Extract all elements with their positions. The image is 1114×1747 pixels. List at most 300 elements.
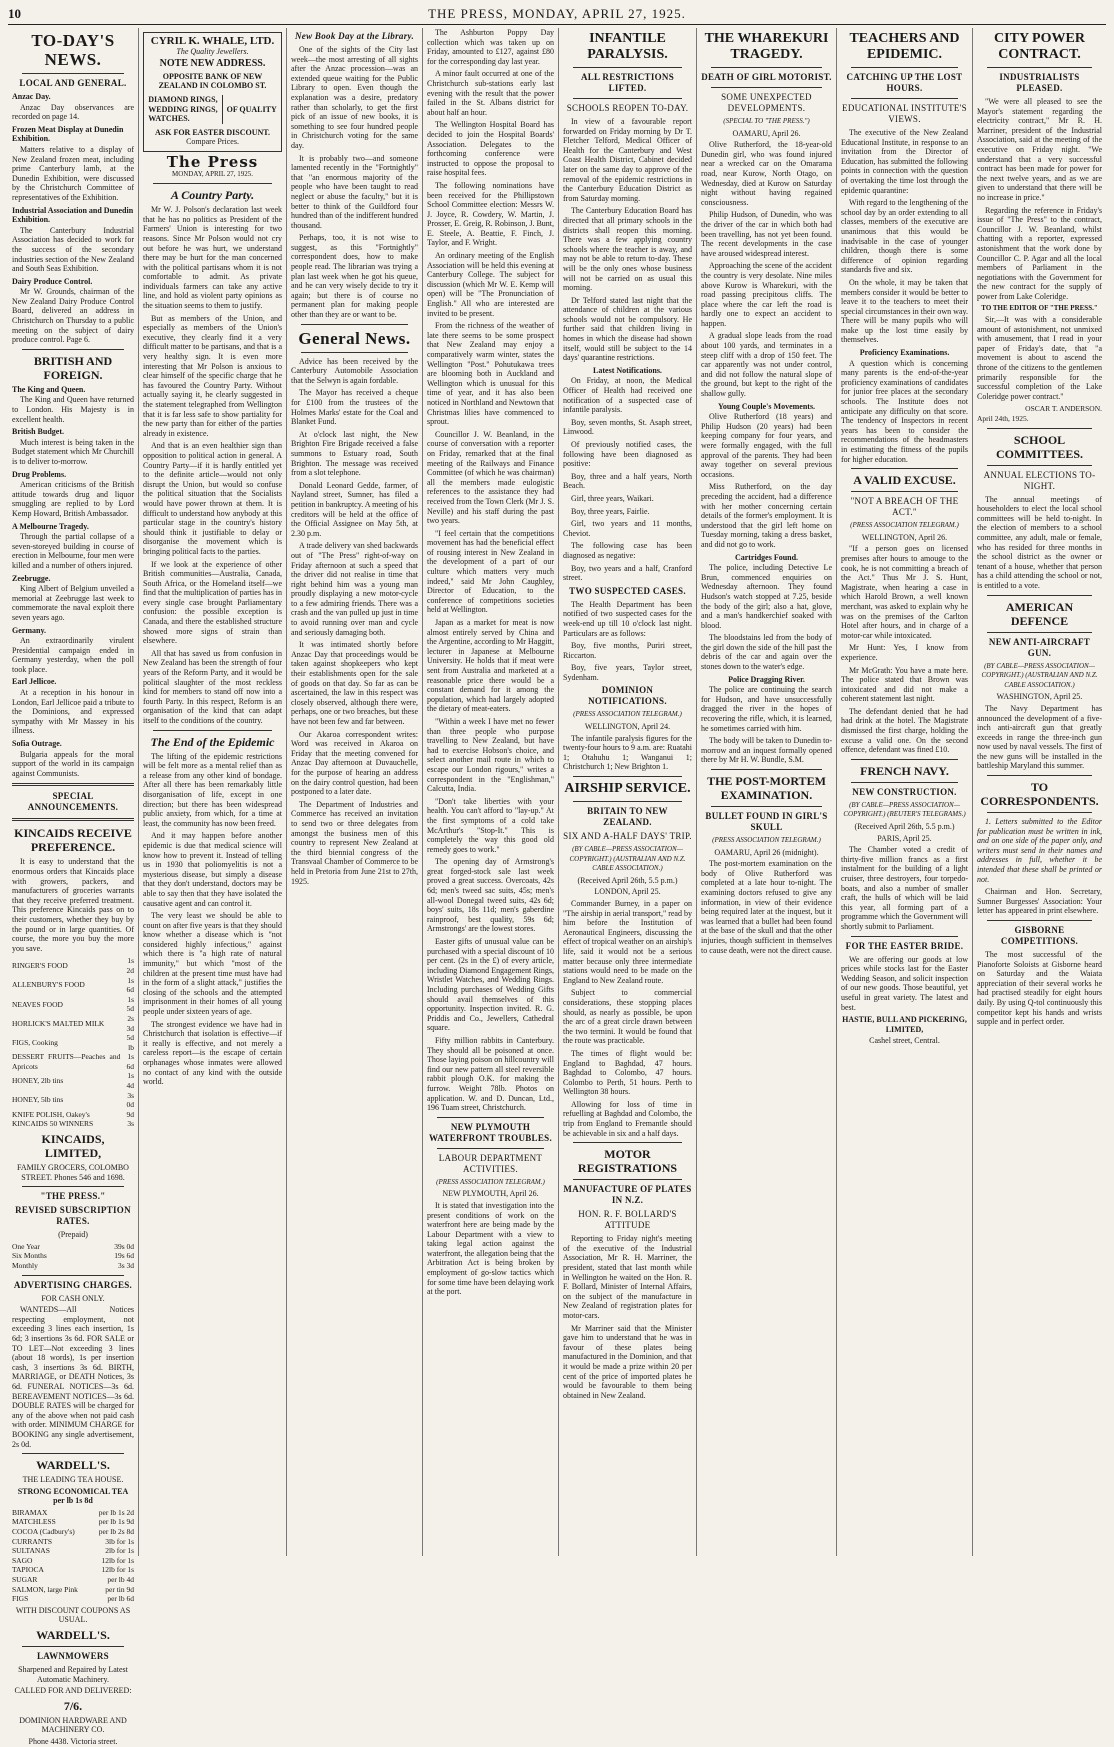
- airship-received: (Received April 26th, 5.5 p.m.): [577, 875, 678, 885]
- letter-heading: TO THE EDITOR OF "THE PRESS.": [981, 304, 1098, 313]
- divider: [22, 73, 124, 74]
- kincaids-address: FAMILY GROCERS, COLOMBO STREET. Phones 546 and 1698.: [17, 1163, 129, 1182]
- news-paragraph: The opening day of Armstrong's great forged-stock sale last week proved a great success. Overcoats, 42s 6d; men's tweed sac suits, 45s; men's all-wool Donegal tweed suits, 42s 6d; boys' suits, 18s 11d; men's gaberdine rainproof, best quality, 59s 6d; Armstrongs' are the lowest stores.: [427, 857, 554, 934]
- row-value: 39s 0d: [114, 1241, 134, 1251]
- row-value: 12lb for 1s: [101, 1555, 134, 1565]
- airship-heading: AIRSHIP SERVICE.: [564, 781, 691, 797]
- whale-advertisement: [143, 32, 282, 152]
- news-item-title: Frozen Meat Display at Dunedin Exhibition.: [12, 124, 124, 144]
- paragraph: Mr W. J. Polson's declaration last week that he has no politics as President of the Farmers' Union is interesting for two reasons. Since Mr Polson would not cry out before he was hurt, we understand there may be hurt for the man concerned with the political partisans whom it is not comfortable to admit. As private individuals farmers can take any active line, and hold as violent party opinions as the situation seems to them to justify.: [143, 205, 282, 311]
- paragraph: Mr McGrath: You have a mate here. The police stated that Brown was intoxicated and did not make a coherent statement last night.: [841, 665, 968, 704]
- navy-byline: (BY CABLE—PRESS ASSOCIATION—COPYRIGHT.) (REUTER'S TELEGRAMS.): [843, 800, 966, 819]
- row-value: 1s 5d: [126, 994, 134, 1014]
- whale-address-1: OPPOSITE BANK OF NEW: [162, 71, 263, 81]
- news-item-title: Drug Problems.: [12, 469, 67, 479]
- whale-discount: ASK FOR EASTER DISCOUNT.: [155, 127, 270, 137]
- navy-heading: FRENCH NAVY.: [860, 763, 949, 778]
- cartridges-article: [701, 563, 832, 672]
- divider: [573, 776, 682, 777]
- row-label: MATCHLESS: [12, 1517, 56, 1527]
- news-item-title: Dairy Produce Control.: [12, 276, 93, 286]
- dragging-article: [701, 685, 832, 765]
- news-paragraph: Easter gifts of unusual value can be purchased with a special discount of 10 per cent. (2s in the £) of every article, including Diamond Engagement Rings, Wristlet Watches, and Wedding Rings. Including purchases of Wedding Gifts should avail themselves of this opportunity. Inspection invited. R. G. Priddis and Co., Jewellers, Cathedral square.: [427, 937, 554, 1033]
- wardells-footer: WITH DISCOUNT COUPONS AS USUAL.: [15, 1605, 131, 1625]
- news-paragraph: "Within a week I have met no fewer than three people who purpose travelling to New Zealand, but have had to exercise Hobson's choice, and select another mail route in which to escape our London rigours," writes a correspondent in the "Englishman," Calcutta, India.: [427, 716, 554, 794]
- page-number: 10: [8, 6, 21, 21]
- defence-sub: NEW ANTI-AIRCRAFT GUN.: [988, 636, 1091, 658]
- news-item-title: British Budget.: [12, 427, 65, 437]
- bride-address: Cashel street, Central.: [869, 1036, 940, 1046]
- lawnmowers-heading: LAWNMOWERS: [36, 1651, 109, 1661]
- row-label: BIRAMAX: [12, 1507, 48, 1517]
- country-party-article: [143, 205, 282, 725]
- divider: [987, 775, 1092, 776]
- wharekuri-heading: THE WHAREKURI TRAGEDY.: [704, 31, 829, 62]
- bride-text: We are offering our goods at low prices while stocks last for the Easter Wedding Season, and solicit inspection of our new goods. Those beautiful, yet useful in great variety. The latest and best.: [841, 954, 968, 1012]
- wardells-price-list: [12, 1508, 134, 1604]
- row-label: RINGER'S FOOD: [12, 961, 68, 971]
- notification-line: Boy, three years, Fairlie.: [571, 506, 650, 516]
- news-paragraph: At o'clock last night, the New Brighton Fire Brigade received a false summons to Estuary road, South Brighton. The message was received from a slot telephone.: [291, 429, 418, 478]
- airship-sub: BRITAIN TO NEW ZEALAND.: [587, 806, 668, 828]
- row-value: 3s: [127, 1119, 134, 1129]
- notification-line: Girl, three years, Waikari.: [571, 493, 654, 503]
- whale-tagline: The Quality Jewellers.: [176, 46, 249, 56]
- motor-article: [563, 1234, 692, 1400]
- price-row: [12, 1110, 134, 1120]
- subscription-heading: REVISED SUBSCRIPTION RATES.: [15, 1205, 131, 1227]
- price-row: [12, 1527, 134, 1537]
- notification-line: Boy, two years and a half, Cranford street.: [563, 563, 692, 583]
- dominion-text: The infantile paralysis figures for the twenty-four hours to 9 a.m. are: Ruatahi 1; Otahuhu 1; Wanganui 1; Christchurch 1; New Brighton 1.: [563, 733, 692, 772]
- news-paragraph: Advice has been received by the Canterbury Automobile Association that the Selwyn is again fordable.: [291, 356, 418, 385]
- price-row: [12, 1071, 134, 1090]
- plymouth-dateline: NEW PLYMOUTH, April 26.: [442, 1189, 539, 1199]
- excuse-byline: (PRESS ASSOCIATION TELEGRAM.): [850, 521, 959, 530]
- local-news-list: [12, 92, 134, 345]
- excuse-article: [841, 544, 968, 754]
- price-row: [12, 1537, 134, 1547]
- divider: [711, 67, 822, 68]
- news-paragraph: An ordinary meeting of the English Association will be held this evening at Canterbury College. The subject for discussion (which Mr W. E. Kemp will open) will be "The Pronunciation of English." All who are interested are invited to be present.: [427, 251, 554, 318]
- postmortem-byline: (PRESS ASSOCIATION TELEGRAM.): [712, 836, 821, 844]
- news-paragraph: A trade delivery van shed backwards out of "The Press" right-of-way on Friday afternoon at such a speed that the driver did not realise in time that right behind him was a young man proudly displaying a new motor-cycle to a few admiring friends. There was a crash and the van pulled up just in time to avoid running over man and cycle and seriously damaging both.: [291, 541, 418, 637]
- paragraph: The bloodstains led from the body of the girl down the side of the hill past the debris of the car and again over the stones down to the water's edge.: [701, 633, 832, 672]
- school-heading: SCHOOL COMMITTEES.: [995, 432, 1083, 461]
- press-logo-date: MONDAY, APRIL 27, 1925.: [171, 169, 254, 178]
- navy-sub: NEW CONSTRUCTION.: [852, 786, 957, 797]
- paragraph: All that has saved us from confusion in New Zealand has been the strength of four years of the Reform Party, and it would be political slaughter of the most reckless kind for members to stand off now into a fourth Party. In this respect, Reform is an organisation of the kind that can adapt itself to the conditions of the country.: [143, 648, 282, 725]
- news-paragraph: Our Akaroa correspondent writes: Word was received in Akaroa on Friday that the meeting convened for Anzac Day afternoon at Duvauchelle, for the purpose of hearing an address on the dairy control question, had been postponed to a later date.: [291, 729, 418, 797]
- kincaids-heading: KINCAIDS RECEIVE PREFERENCE.: [14, 826, 132, 855]
- cartridges-heading: Cartridges Found.: [734, 552, 799, 562]
- divider: [22, 1646, 124, 1647]
- paralysis-sub2: SCHOOLS REOPEN TO-DAY.: [566, 103, 689, 113]
- teachers-sub2: EDUCATIONAL INSTITUTE'S VIEWS.: [842, 103, 967, 124]
- divider: [711, 806, 822, 807]
- correspondents-text: 1. Letters submitted to the Editor for publication must be written in ink, and on one side of the paper only, and writers must send in their names and addresses in full, whether it be intended that these shall be printed or not.: [977, 817, 1102, 884]
- wardells-heading: WARDELL'S.: [36, 1458, 110, 1473]
- row-label: HONEY, 2lb tins: [12, 1076, 64, 1086]
- paragraph: Olive Rutherford (18 years) and Philip Hudson (20 years) had been keeping company for four years, and were formally engaged, with the full approval of the parents. They had been away together on several previous occasions.: [701, 412, 832, 479]
- row-value: 2s 3d: [126, 1013, 134, 1033]
- divider: [22, 1453, 124, 1454]
- epidemic-end-heading: The End of the Epidemic: [150, 734, 275, 749]
- postmortem-heading: THE POST-MORTEM EXAMINATION.: [707, 774, 826, 802]
- divider: [22, 1275, 124, 1276]
- paragraph: The very least we should be able to count on after five years is that they should know whether a disease which is "not considered highly infectious," against which there is "a high rate of natural immunity," but which "most of the children at the present time must have had in the form of a slight attack," justifies the closing of the schools and the attempted imprisonment in their homes of all young people under sixteen years of age.: [143, 911, 282, 1017]
- paragraph: Commander Burney, in a paper on "The airship in aerial transport," read by him before the Institution of Aeronautical Engineers, discussing the effect of tropical weather on an airship's life, said it would not be a serious matter because only three intermediate stations would need to be made on the England to New Zealand route.: [563, 899, 692, 985]
- news-paragraph: It was intimated shortly before Anzac Day that proceedings would be taken against shopkeepers who kept their establishments open for the sale of goods on that day. So far as can be ascertained, the law in this respect was closely observed, although there were, perhaps, one or two breaches, but these have not been few and far between.: [291, 640, 418, 726]
- row-value: 1s 6d: [126, 975, 134, 995]
- motor-sub2: HON. R. F. BOLLARD'S ATTITUDE: [578, 1209, 677, 1231]
- whale-quality: OF QUALITY: [226, 104, 277, 114]
- suspected-heading: TWO SUSPECTED CASES.: [569, 585, 686, 596]
- postmortem-sub: BULLET FOUND IN GIRL'S SKULL: [705, 811, 828, 832]
- motor-sub: MANUFACTURE OF PLATES IN N.Z.: [563, 1184, 692, 1206]
- divider: [851, 67, 958, 68]
- advertising-sub: FOR CASH ONLY.: [41, 1293, 105, 1303]
- news-item-text: Matters relative to a display of New Zealand frozen meat, including prime Canterbury lamb, at the Dunedin Exhibition, were discussed by the Christchurch Committee of representatives of the Exhibition.: [12, 144, 134, 202]
- notification-line: Girl, two years and 11 months, Cheviot.: [563, 519, 692, 538]
- airship-byline: (BY CABLE—PRESS ASSOCIATION—COPYRIGHT.) (AUSTRALIAN AND N.Z. CABLE ASSOCIATION.): [569, 845, 686, 873]
- news-item-text: Mr W. Grounds, chairman of the New Zealand Dairy Produce Control Board, delivered an address in Christchurch on Thursday to a public meeting on the subject of dairy produce control. Page 6.: [12, 287, 134, 345]
- excuse-heading: A VALID EXCUSE.: [853, 473, 956, 488]
- price-row: [12, 976, 134, 995]
- postmortem-text: The post-mortem examination on the body of Olive Rutherford was completed at a late hour to-night. The examining doctors refused to give any information, in view of their evidence being required later at the inquest, but it was learned that a bullet had been found at the base of the skull and that the other injuries, though sufficient in themselves to cause death, were not the direct cause.: [701, 859, 832, 955]
- gisborne-text: The most successful of the Pianoforte Soloists at Gisborne heard on Saturday and the Waiata appreciation of their several works he had practised steadily for eight hours daily. By using Q-tol continuously this competitor kept his hands and wrists supple and in perfect order.: [977, 950, 1102, 1027]
- airship-dateline: LONDON, April 25.: [594, 887, 661, 897]
- notification-line: Of previously notified cases, the following have been diagnosed as positive:: [563, 440, 692, 469]
- paragraph: If we look at the experience of other British communities—Australia, Canada, South Africa, or the Homeland itself—we find that the multiplication of parties has in every single case brought Parliamentary confusion: the possible exception is Canada, and there the established structure showed more signs of strain than elsewhere.: [143, 559, 282, 646]
- paragraph: Mr Marriner said that the Minister gave him to understand that he was in favour of these plates being manufactured in the Dominion, and that it would be made a prize within 20 per cent of the price of imported plates he would be favourable to them being obtained in New Zealand.: [563, 1323, 692, 1400]
- divider: [12, 783, 134, 786]
- row-value: 5d lb: [126, 1033, 134, 1052]
- row-value: 1s 6d: [126, 1052, 134, 1071]
- paragraph: The body will be taken to Dunedin to-morrow and an inquest formally opened there by Mr H. W. Bundle, S.M.: [701, 736, 832, 765]
- news-items-list: [427, 28, 554, 1113]
- divider: [437, 1148, 544, 1149]
- price-row: [12, 1594, 134, 1604]
- subscription-row: [12, 1261, 134, 1271]
- news-paragraph: Councillor J. W. Beanland, in the course of conversation with a reporter on Friday, remarked that at the final meeting of the Railways and Finance Committee (of which he was chairman) all the members made eulogistic references to the assistance they had received from the Town Clerk (Mr J. S. Neville) and his staff during the past two years.: [427, 429, 554, 526]
- price-row: [12, 995, 134, 1014]
- news-paragraph: Japan as a market for meat is now almost entirely served by China and the Argentine, according to Mr Haggitt, lecturer in Japanese at Melbourne University. He holds that if meat were sent from Australia and marketed at a reasonable price there would be a constant demand for it among the population, which had largely adopted the dietary of meat-eaters.: [427, 618, 554, 714]
- paragraph: It is probably two—and someone lamented recently in the "Fortnightly" that "an enormous majority of the people who have been taught to read neglect or abuse the faculty," but it is better to think of the Guildford four hundred than of the indifferent hundred thousand.: [291, 153, 418, 230]
- row-label: DESSERT FRUITS—Peaches and Apricots: [12, 1052, 121, 1071]
- gisborne-heading: GISBORNE COMPETITIONS.: [1000, 925, 1079, 946]
- epidemic-end-article: [143, 752, 282, 1087]
- motor-heading: MOTOR REGISTRATIONS: [577, 1147, 678, 1176]
- divider: [987, 632, 1092, 633]
- general-news-list: [291, 357, 418, 886]
- paralysis-sub: ALL RESTRICTIONS LIFTED.: [580, 72, 675, 93]
- wharekuri-sub: DEATH OF GIRL MOTORIST.: [701, 72, 832, 82]
- row-label: Monthly: [12, 1261, 38, 1270]
- wharekuri-byline: (SPECIAL TO "THE PRESS."): [723, 117, 810, 125]
- plymouth-sub: LABOUR DEPARTMENT ACTIVITIES.: [438, 1152, 543, 1174]
- paragraph: One of the sights of the City last week—the most arresting of all sights after the Anzac procession—was an extended queue waiting for the Public Library to open. Even though the explanation was a desire, predatory rather than scholarly, to get the first pick of an issue of new books, it is something to see four hundred people in Christchurch voting for the same day.: [291, 45, 418, 150]
- row-value: 9d: [126, 1109, 134, 1119]
- advertising-text: WANTEDS—All Notices respecting employment, not exceeding 3 lines each insertion, 1s 6d; 3 insertions 3s 6d. FOR SALE or TO LET—Not exceeding 3 lines (about 18 words), 1s per insertion cash, 3 insertions 3s 6d. BIRTH, MARRIAGE, or DEATH Notices, 3s 6d. FUNERAL NOTICES—3s 6d. BEREAVEMENT NOTICES—3s 6d. DOUBLE RATES will be charged for any of the above when not paid cash with order. MINIMUM CHARGE for BOOKING any single advertisement, 2s 0d.: [12, 1305, 134, 1449]
- price-row: [12, 1556, 134, 1566]
- couple-heading: Young Couple's Movements.: [717, 401, 816, 411]
- airship-article: [563, 899, 692, 1138]
- price-row: [12, 1091, 134, 1110]
- lawnmowers-text: Sharpened and Repaired by Latest Automatic Machinery.: [18, 1665, 128, 1684]
- row-value: 2lb for 1s: [105, 1546, 134, 1556]
- navy-dateline: PARIS, April 25.: [877, 833, 932, 843]
- news-paragraph: The Department of Industries and Commerce has received an invitation to send two or three delegates from amongst the business men of this country to represent New Zealand at the third biennial congress of the Transvaal Chamber of Commerce to be held in Pretoria from June 21st to 27th, 1925.: [291, 799, 418, 886]
- notifications-heading: Latest Notifications.: [593, 365, 662, 375]
- news-paragraph: The Wellington Hospital Board has decided to join the Hospital Boards' Association. Delegates to the forthcoming conference were instructed to oppose the proposal to raise hospital fees.: [427, 120, 554, 178]
- bride-footer: HASTIE, BULL AND PICKERING, LIMITED,: [842, 1015, 967, 1034]
- price-row: [12, 1508, 134, 1518]
- school-sub: ANNUAL ELECTIONS TO-NIGHT.: [983, 469, 1096, 491]
- advertising-heading: ADVERTISING CHARGES.: [13, 1279, 133, 1290]
- couple-article: [701, 412, 832, 549]
- row-value: per lb 2s 8d: [98, 1527, 134, 1537]
- subscription-row: [12, 1251, 134, 1261]
- column-library-general: [286, 28, 422, 1556]
- divider: [301, 352, 408, 353]
- letter-date: April 24th, 1925.: [977, 414, 1029, 423]
- divider: [851, 936, 958, 937]
- subscription-sub: (Prepaid): [58, 1230, 88, 1240]
- row-value: 12lb for 1s: [101, 1565, 134, 1575]
- row-label: HORLICK'S MALTED MILK: [12, 1018, 105, 1028]
- price-row: [12, 1575, 134, 1585]
- lawnmowers-price: 7/6.: [63, 1698, 83, 1713]
- dragging-heading: Police Dragging River.: [728, 674, 805, 684]
- row-label: FIGS: [12, 1594, 29, 1604]
- news-item-text: American criticisms of the British attitude towards drug and liquor smuggling are replied to by Lord Kemp Howard, British Ambassador.: [12, 480, 134, 518]
- paragraph: Allowing for loss of time in refuelling at Baghdad and Colombo, the trip from England to Fremantle should be achievable in six and a half days.: [563, 1099, 692, 1138]
- divider: [573, 1142, 682, 1143]
- news-paragraph: Fifty million rabbits in Canterbury. They should all be poisoned at once. Those laying poison on hillcountry will find our new pattern all steel reversible rabbit plough O.K. for making the furrow. Weight 78lb. Photos on application. W. and D. Duncan, Ltd., 196 Tuam street, Christchurch.: [427, 1035, 554, 1113]
- todays-news-heading: TO-DAY'S NEWS.: [31, 31, 115, 69]
- country-party-heading: A Country Party.: [170, 188, 255, 203]
- divider: [711, 769, 822, 770]
- paragraph: Reporting to Friday night's meeting of the executive of the Industrial Association, Mr R. H. Marriner, the president, stated that last month while in Wellington he waited on the Hon. R. F. Bollard, Minister of Internal Affairs, on the subject of the manufacture in New Zealand of registration plates for motor-cars.: [563, 1234, 692, 1320]
- lawnmowers-company: DOMINION HARDWARE AND MACHINERY CO.: [19, 1715, 127, 1735]
- news-item-title: Industrial Association and Dunedin Exhibition.: [12, 205, 134, 225]
- paragraph: Perhaps, too, it is not wise to suggest, as this "Fortnightly" correspondent does, how to make people read. The librarian was trying a plan last week when he got his queue, and he can very wisely decide to try it again; but there is of course no permanent plan for making people other than they are or want to be.: [291, 233, 418, 320]
- divider: [711, 87, 822, 88]
- notification-line: Boy, three and a half years, North Beach.: [563, 471, 692, 491]
- power-heading: CITY POWER CONTRACT.: [994, 31, 1085, 62]
- divider: [437, 1117, 544, 1118]
- plymouth-heading: NEW PLYMOUTH WATERFRONT TROUBLES.: [428, 1121, 553, 1143]
- news-item-text: Anzac Day observances are recorded on page 14.: [12, 102, 134, 122]
- teachers-article: [841, 128, 968, 345]
- paragraph: Olive Rutherford, the 18-year-old Dunedin girl, who was found injured near a wrecked car on the Omarama road, near Kurow, North Otago, on Wednesday, died at Kurow on Saturday night without having regained consciousness.: [701, 140, 832, 207]
- column-teachers: [836, 28, 972, 1556]
- divider: [22, 1186, 124, 1187]
- general-news-heading: General News.: [298, 328, 411, 348]
- column-editorial: [138, 28, 286, 1556]
- defence-dateline: WASHINGTON, April 25.: [996, 692, 1083, 702]
- row-label: FIGS, Cooking: [12, 1037, 58, 1047]
- defence-byline: (BY CABLE—PRESS ASSOCIATION—COPYRIGHT.) (AUSTRALIAN AND N.Z. CABLE ASSOCIATION.): [981, 661, 1098, 689]
- whale-rings-1: DIAMOND RINGS,: [148, 94, 218, 104]
- divider: [987, 812, 1092, 813]
- row-label: KINCAIDS 50 WINNERS: [12, 1119, 94, 1129]
- airship-sub2: SIX AND A-HALF DAYS' TRIP.: [563, 831, 692, 842]
- local-general-heading: LOCAL AND GENERAL.: [19, 78, 127, 88]
- power-sub: INDUSTRIALISTS PLEASED.: [999, 72, 1080, 93]
- column-infantile-paralysis: [558, 28, 696, 1556]
- news-paragraph: From the richness of the weather of late there seems to be some prospect that New Zealand may enjoy a comparatively warm winter, states the Wellington "Post." Pohutukawa trees are blooming both in Auckland and Wellington which is unusual for this time of year, and it has also been noticed in Northland and Newtown that Christmas lilies have commenced to sprout.: [427, 321, 554, 427]
- divider: [851, 468, 958, 469]
- foreign-news-list: [12, 385, 134, 779]
- notification-line: The Health Department has been notified of two suspected cases for the week-end up till 10 o'clock last night. Particulars are as follows:: [563, 599, 692, 638]
- wardells-footer-name: WARDELL'S.: [36, 1628, 110, 1642]
- row-value: per lb 6d: [107, 1594, 134, 1604]
- dominion-heading: DOMINION NOTIFICATIONS.: [588, 685, 667, 707]
- row-label: HONEY, 5lb tins: [12, 1095, 64, 1105]
- news-item-title: The King and Queen.: [12, 384, 86, 394]
- row-label: SAGO: [12, 1555, 33, 1565]
- row-label: One Year: [12, 1241, 40, 1251]
- paragraph: The police are continuing the search for Hudson, and have unsuccessfully dragged the river in the hopes of recovering the rifle, which, it is learned, he sometimes carried with him.: [701, 685, 832, 733]
- paragraph: Miss Rutherford, on the day preceding the accident, had a difference with her mother concerning certain details of the former's employment. It is understood that the girl left home on Tuesday morning, taking a dress basket, and did not go to work.: [701, 482, 832, 549]
- dominion-byline: (PRESS ASSOCIATION TELEGRAM.): [573, 710, 682, 719]
- proficiency-heading: Proficiency Examinations.: [859, 348, 950, 358]
- subscription-row: [12, 1242, 134, 1252]
- news-paragraph: A minor fault occurred at one of the Christchurch sub-stations early last evening with the result that the power failed in the St. Albans district for about half an hour.: [427, 69, 554, 117]
- notification-line: On Friday, at noon, the Medical Officer of Health had received one notification of a suspected case of infantile paralysis.: [563, 376, 692, 415]
- price-row: [12, 1033, 134, 1052]
- paragraph: In view of a favourable report forwarded on Friday morning by Dr T. Fletcher Telford, Medical Officer of Health for the Canterbury and West Coast Health District, Cabinet decided later on the same day to approve of the removal of the epidemic restrictions in the Canterbury Education District as from Saturday morning.: [563, 117, 692, 203]
- divider: [573, 98, 682, 99]
- paragraph: With regard to the lengthening of the school day by an order extending to all classes, members of the executive are unanimous that this would be inadvisable in the case of younger children, though there is some difference of opinion regarding standards five and six.: [841, 198, 968, 275]
- price-row: [12, 956, 134, 975]
- kincaids-price-list: [12, 956, 134, 1129]
- divider: [987, 595, 1092, 596]
- excuse-sub: "NOT A BREACH OF THE ACT.": [850, 496, 959, 518]
- lawnmowers-called: CALLED FOR AND DELIVERED:: [14, 1686, 132, 1696]
- correspondents-heading: TO CORRESPONDENTS.: [980, 780, 1099, 809]
- newspaper-columns: [8, 28, 1106, 1746]
- paragraph: The times of flight would be: England to Baghdad, 47 hours. Baghdad to Colombo, 47 hours. Colombo to Perth, 51 hours. Perth to Wellington 38 hours.: [563, 1048, 692, 1097]
- excuse-dateline: WELLINGTON, April 26.: [861, 532, 948, 542]
- plymouth-text: It is stated that investigation into the present conditions of work on the waterfront here are being made by the Labour Department with a view to taking legal action against the waterfront, the allegation being that the Arbitration Act is being broken by employment of go-slow tactics which for some time have been delaying work at the port.: [427, 1200, 554, 1297]
- wharekuri-sub2: SOME UNEXPECTED DEVELOPMENTS.: [721, 92, 812, 113]
- price-row: [12, 1014, 134, 1033]
- bride-heading: FOR THE EASTER BRIDE.: [845, 940, 964, 951]
- price-row: [12, 1052, 134, 1071]
- price-row: [12, 1585, 134, 1595]
- paralysis-heading: INFANTILE PARALYSIS.: [587, 31, 668, 62]
- column-wharekuri: [696, 28, 836, 1556]
- letter-sign: OSCAR T. ANDERSON.: [1025, 404, 1102, 414]
- special-announcements-heading: SPECIAL ANNOUNCEMENTS.: [27, 791, 119, 813]
- notification-line: Boy, five months, Puriri street, Riccarton.: [563, 641, 692, 660]
- paragraph: Philip Hudson, of Dunedin, who was the driver of the car in which both had been travelling, has not yet been found. The recent developments in the case have aroused widespread interest.: [701, 210, 832, 258]
- paragraph: The defendant denied that he had had drink at the hotel. The Magistrate dismissed the first charge, holding the excuse a valid one. On the second offence, defendant was fined £10.: [841, 706, 968, 755]
- news-paragraph: "I feel certain that the competitions movement has had the beneficial effect of rousing interest in New Zealand in the development of a part of our culture which matters very much indeed," said Mr John Caughley, Director of Education, to the conference of competitions societies held at Wellington.: [427, 528, 554, 615]
- row-value: 19s 6d: [114, 1251, 134, 1261]
- news-item-text: King Albert of Belgium unveiled a memorial at Zeebrugge last week to commemorate the naval exploit there seven years ago.: [12, 584, 134, 622]
- masthead-title: THE PRESS, MONDAY, APRIL 27, 1925.: [428, 6, 686, 21]
- whale-name: CYRIL K. WHALE, LTD.: [150, 35, 275, 47]
- news-item-title: Germany.: [12, 625, 46, 635]
- notification-line: The following case has been diagnosed as negative:: [563, 541, 692, 560]
- news-paragraph: The Mayor has received a cheque for £100 from the trustees of the Holmes Marks' estate for the Coal and Blanket Fund.: [291, 388, 418, 427]
- row-value: per lb 1s 2d: [98, 1507, 134, 1517]
- paragraph: The police, including Detective Le Brun, commenced enquiries on Wednesday afternoon. They found Hudson's watch stopped at 7.25, beside the body of the girl; also a hat, glove, and a man's handkerchief soaked with blood.: [701, 563, 832, 630]
- whale-notice: NOTE NEW ADDRESS.: [159, 58, 266, 70]
- postmortem-dateline: OAMARU, April 26 (midnight).: [714, 847, 819, 857]
- price-row: [12, 1119, 134, 1129]
- plymouth-byline: (PRESS ASSOCIATION TELEGRAM.): [436, 1177, 545, 1186]
- paragraph: Dr Telford stated last night that the attendance of children at the various schools would not be compulsory. He further said that children living in homes in which the disease had shown itself, would still be subject to the 14 days' quarantine restrictions.: [563, 295, 692, 363]
- divider: [301, 324, 408, 325]
- news-item-text: Through the partial collapse of a seven-storeyed building in course of erection in Melbourne, four men were killed and a number of others injured.: [12, 532, 134, 570]
- price-row: [12, 1517, 134, 1527]
- column-todays-news: [8, 28, 138, 1746]
- teachers-sub: CATCHING UP THE LOST HOURS.: [846, 72, 963, 93]
- book-day-article: [291, 45, 418, 320]
- divider: [573, 1179, 682, 1180]
- divider: [851, 491, 958, 492]
- whale-compare: Compare Prices.: [186, 137, 239, 147]
- row-label: SALMON, large Pink: [12, 1584, 78, 1594]
- divider: [851, 759, 958, 760]
- row-value: per lb 1s 9d: [98, 1517, 134, 1527]
- divider: [987, 67, 1092, 68]
- teachers-heading: TEACHERS AND EPIDEMIC.: [849, 31, 960, 62]
- news-item-title: Earl Jellicoe.: [12, 677, 57, 687]
- wardells-sub: THE LEADING TEA HOUSE.: [22, 1475, 124, 1485]
- defence-text: The Navy Department has announced the development of a five-inch anti-aircraft gun that greatly exceeds in range the three-inch gun now used by naval vessels. The first of the new guns will be installed in the battleship Maryland this summer.: [977, 703, 1102, 771]
- suspected-list: [563, 600, 692, 683]
- paragraph: And it may happen before another epidemic is due that medical science will know how to prevent it. Instead of telling us in 1930 that poliomyelitis is not a mysterious disease, but simply a disease that they don't understand, doctors may be able to say then that they have isolated the causative agent and can control it.: [143, 831, 282, 908]
- paragraph: And that is an even healthier sign than opposition to political action in general. A Country Party—if it is hardly entitled yet to the definite article—would not only disrupt the Union, but would so confuse the political situation that the Socialists would have power thrown at them. It is difficult to understand how anybody at this particular stage in the country's history should think it justifiable to delay or disorganise the movement which is bringing political facts to the parties.: [143, 441, 282, 556]
- paralysis-article: [563, 117, 692, 363]
- row-value: 3lb for 1s: [105, 1536, 134, 1546]
- news-item-title: A Melbourne Tragedy.: [12, 521, 89, 531]
- divider: [987, 428, 1092, 429]
- divider: [851, 782, 958, 783]
- news-item-title: Zeebrugge.: [12, 573, 51, 583]
- news-item-text: At a reception in his honour in London, Earl Jellicoe paid a tribute to the Dominions, and expressed sympathy with Mr Massey in his illness.: [12, 688, 134, 736]
- whale-rings-2: WEDDING RINGS,: [148, 104, 218, 114]
- divider: [153, 183, 272, 184]
- notifications-list: [563, 376, 692, 582]
- news-item-text: Much interest is being taken in the Budget statement which Mr Churchill is to deliver to-morrow.: [12, 437, 134, 466]
- paragraph: A gradual slope leads from the road about 100 yards, and terminates in a steep cliff with a drop of 150 feet. The car apparently was not under control, and did not follow the natural slope of the ground, but kept to the right of the shallow gully.: [701, 331, 832, 399]
- wharekuri-article: [701, 140, 832, 398]
- divider: [573, 801, 682, 802]
- row-value: 3s 0d: [126, 1090, 134, 1110]
- press-logo: The Press: [166, 152, 259, 171]
- divider: [573, 67, 682, 68]
- paragraph: On the whole, it may be taken that members consider it would be better to leave it to the teachers to meet their special circumstances in their own way. There will be many pupils who will make up the lost time easily by themselves.: [841, 277, 968, 345]
- row-label: KNIFE POLISH, Oakey's: [12, 1109, 90, 1119]
- whale-address-2: ZEALAND IN COLOMBO ST.: [158, 81, 267, 91]
- row-value: 3s 3d: [117, 1261, 134, 1270]
- paragraph: The Canterbury Education Board has directed that all primary schools in the districts shall reopen this morning. There was a few applying country schools where the teacher is away, and may not be able to return to-day. These will be the only ones whose business will not be carried on as usual this morning.: [563, 206, 692, 293]
- row-label: ALLENBURY'S FOOD: [12, 980, 85, 990]
- divider: [12, 818, 134, 821]
- row-value: per tin 9d: [105, 1584, 134, 1594]
- dominion-dateline: WELLINGTON, April 24.: [584, 722, 671, 732]
- paragraph: Regarding the reference in Friday's issue of "The Press" to the contract, Councillor J. W. Beanland, whilst chatting with a reporter, expressed astonishment that the work done by Councillor C. P. Agar and all the local members of Parliament in the negotiations with the Government for the new contract for the supply of power from Lake Coleridge.: [977, 205, 1102, 301]
- letter-text: Sir,—It was with a considerable amount of astonishment, not unmixed with amusement, that I read in your paper of Friday's date, that "a movement is about to ascend the throne of the citizens to the gentlemen primarily responsible for the successful completion of the Lake Coleridge power contract.": [977, 315, 1102, 401]
- paragraph: "We were all pleased to see the Mayor's statement regarding the electricity contract," Mr R. H. Marriner, president of the Industrial Association, said at the meeting of the executive on Friday night. "We understand that a very successful contract has been made for power for the next twelve years, and as we are given to understand that there will be no increase in price.": [977, 97, 1102, 202]
